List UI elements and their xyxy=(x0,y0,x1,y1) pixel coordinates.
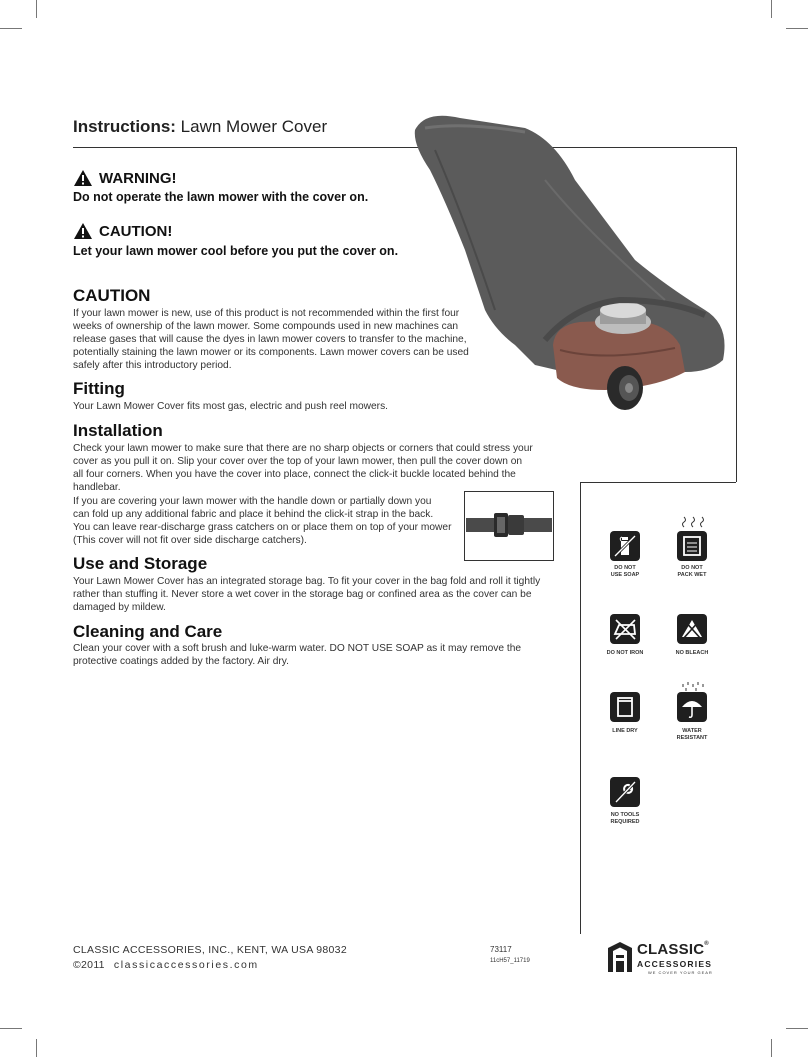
line-dry-icon xyxy=(610,692,640,722)
no-soap-icon xyxy=(610,531,640,561)
line-dry-label: LINE DRY xyxy=(612,728,638,734)
installation-paragraph: Check your lawn mower to make sure that there are no sharp objects or corners that could stress your cover as you pull it on. Slip your cover over the top of your lawn mower, then pull the cover down on all four corners. When you have the cover into place, connect the click-it buckle located behind the handlebar. xyxy=(73,443,533,493)
water-resistant-label: WATER RESISTANT xyxy=(676,728,708,741)
page-title: Instructions: Lawn Mower Cover xyxy=(73,117,328,136)
divider-horizontal xyxy=(580,482,736,483)
installation-heading: Installation xyxy=(73,421,163,440)
crop-mark xyxy=(786,28,808,29)
no-soap-label: DO NOT USE SOAP xyxy=(610,565,640,578)
crop-mark xyxy=(786,1028,808,1029)
lawn-mower-cover-image xyxy=(405,110,740,420)
company-address: CLASSIC ACCESSORIES, INC., KENT, WA USA 98032 xyxy=(73,944,347,956)
warning-triangle-icon xyxy=(73,169,93,187)
cleaning-paragraph: Clean your cover with a soft brush and luke-warm water. DO NOT USE SOAP as it may remove the protective coatings added by the factory. Air dry. xyxy=(73,643,522,667)
caution-paragraph: If your lawn mower is new, use of this product is not recommended within the first four weeks of ownership of the lawn mower. Some compounds used in new machines can release gases that will cause the dyes in lawn mower covers to transfer to the machine, potentially staining the lawn mower or its components. Lawn mower covers can be used safely after this introductory period. xyxy=(73,308,469,371)
copyright-line: ©2011 classicaccessories.com xyxy=(73,959,259,971)
brand-name-top: CLASSIC® xyxy=(637,941,709,958)
crop-mark xyxy=(36,1039,37,1057)
warning-text: Do not operate the lawn mower with the cover on. xyxy=(73,190,369,204)
brand-tagline: WE COVER YOUR GEAR xyxy=(648,970,713,975)
crop-mark xyxy=(36,0,37,18)
no-bleach-icon xyxy=(677,614,707,644)
click-it-buckle-image xyxy=(464,491,554,561)
no-pack-wet-icon xyxy=(677,531,707,561)
installation-paragraph-2: If you are covering your lawn mower with the handle down or partially down you can fold up any additional fabric and place it behind the click-it strap in the back. You can leave rear-discharge grass catchers on or place them on top of your mower (This cover will not fit over side discharge catchers). xyxy=(73,496,452,546)
caution-heading: CAUTION xyxy=(73,286,151,305)
water-resistant-icon xyxy=(677,692,707,722)
no-bleach-label: NO BLEACH xyxy=(675,650,709,656)
caution-notice-text: Let your lawn mower cool before you put the cover on. xyxy=(73,244,399,258)
brand-name-bottom: ACCESSORIES xyxy=(637,959,713,969)
divider-vertical xyxy=(580,482,581,934)
document-code: 11cH57_11719 xyxy=(490,958,530,964)
no-tools-label: NO TOOLS REQUIRED xyxy=(610,812,640,825)
storage-paragraph: Your Lawn Mower Cover has an integrated storage bag. To fit your cover in the bag fold and roll it tightly rather than stuffing it. Never store a wet cover in the storage bag or confined area as the cover can be damaged by mildew. xyxy=(73,576,541,613)
crop-mark xyxy=(0,1028,22,1029)
no-iron-icon xyxy=(610,614,640,644)
cleaning-heading: Cleaning and Care xyxy=(73,622,223,641)
rain-drops-icon xyxy=(680,682,706,692)
no-iron-label: DO NOT IRON xyxy=(606,650,644,656)
crop-mark xyxy=(771,0,772,18)
classic-accessories-logo-icon xyxy=(607,941,633,973)
warning-heading: WARNING! xyxy=(73,169,177,187)
fitting-heading: Fitting xyxy=(73,379,125,398)
no-tools-icon xyxy=(610,777,640,807)
fitting-paragraph: Your Lawn Mower Cover fits most gas, electric and push reel mowers. xyxy=(73,401,389,412)
model-number: 73117 xyxy=(490,945,512,954)
crop-mark xyxy=(0,28,22,29)
caution-notice-heading: CAUTION! xyxy=(73,222,172,240)
no-pack-wet-label: DO NOT PACK WET xyxy=(677,565,707,578)
storage-heading: Use and Storage xyxy=(73,554,208,573)
crop-mark xyxy=(771,1039,772,1057)
steam-icon xyxy=(678,516,708,528)
caution-triangle-icon xyxy=(73,222,93,240)
